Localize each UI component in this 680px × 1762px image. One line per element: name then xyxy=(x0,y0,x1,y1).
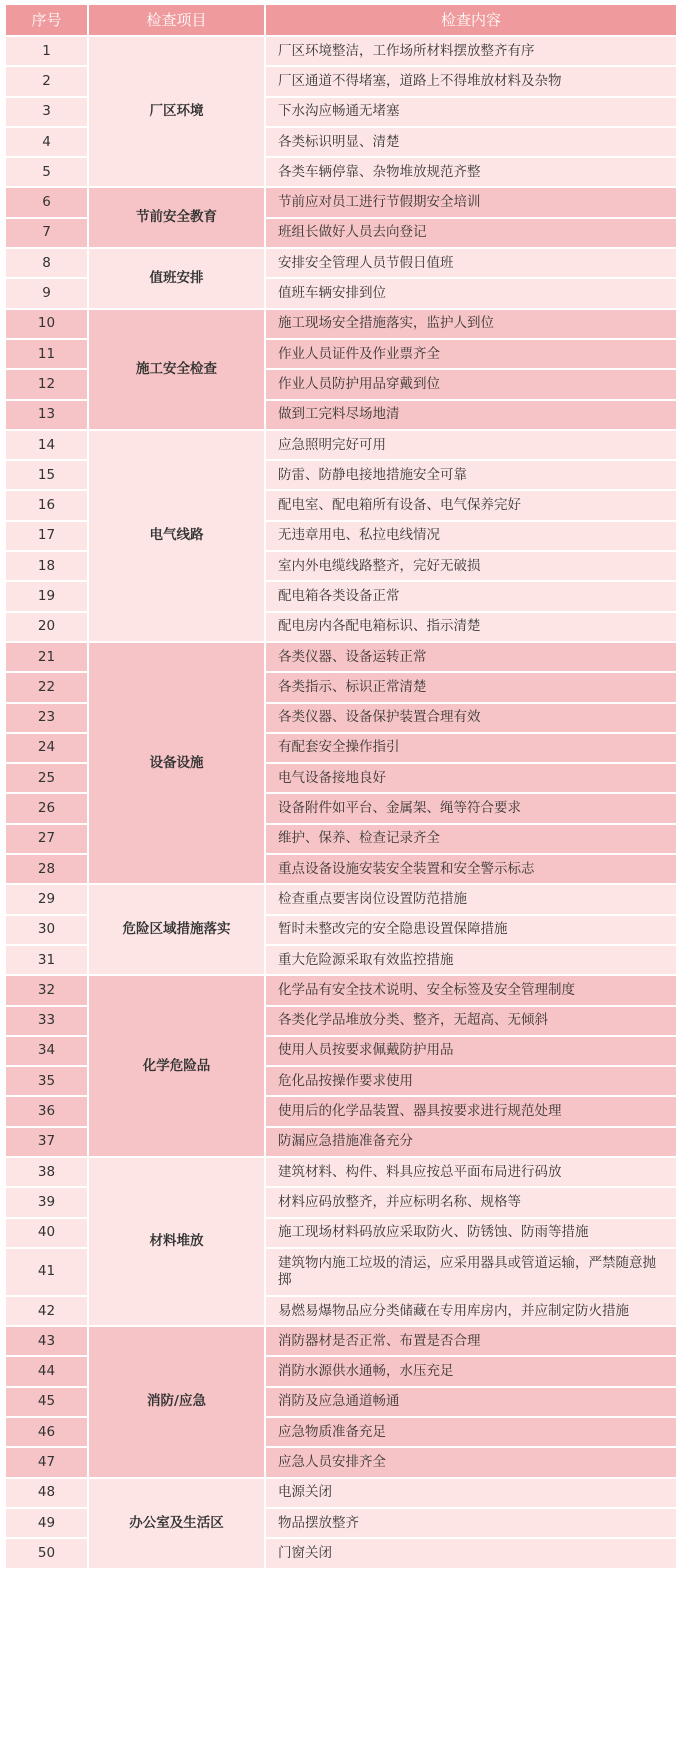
row-number: 43 xyxy=(5,1326,88,1356)
row-number: 21 xyxy=(5,642,88,672)
check-content: 施工现场材料码放应采取防火、防锈蚀、防雨等措施 xyxy=(265,1218,677,1248)
category-cell: 材料堆放 xyxy=(88,1157,265,1326)
header-content: 检查内容 xyxy=(265,4,677,36)
check-content: 各类指示、标识正常清楚 xyxy=(265,672,677,702)
check-content: 配电室、配电箱所有设备、电气保养完好 xyxy=(265,490,677,520)
check-content: 无违章用电、私拉电线情况 xyxy=(265,521,677,551)
check-content: 施工现场安全措施落实，监护人到位 xyxy=(265,309,677,339)
row-number: 3 xyxy=(5,97,88,127)
row-number: 12 xyxy=(5,369,88,399)
check-content: 下水沟应畅通无堵塞 xyxy=(265,97,677,127)
check-content: 应急物质准备充足 xyxy=(265,1417,677,1447)
row-number: 26 xyxy=(5,793,88,823)
check-content: 各类车辆停靠、杂物堆放规范齐整 xyxy=(265,157,677,187)
check-content: 防雷、防静电接地措施安全可靠 xyxy=(265,460,677,490)
table-row xyxy=(5,36,677,66)
check-content: 易燃易爆物品应分类储藏在专用库房内，并应制定防火措施 xyxy=(265,1296,677,1326)
check-content: 室内外电缆线路整齐，完好无破损 xyxy=(265,551,677,581)
row-number: 18 xyxy=(5,551,88,581)
check-content: 厂区通道不得堵塞，道路上不得堆放材料及杂物 xyxy=(265,66,677,96)
row-number: 15 xyxy=(5,460,88,490)
check-content: 作业人员证件及作业票齐全 xyxy=(265,339,677,369)
check-content: 消防器材是否正常、布置是否合理 xyxy=(265,1326,677,1356)
check-content: 重点设备设施安装安全装置和安全警示标志 xyxy=(265,854,677,884)
category-cell: 电气线路 xyxy=(88,430,265,642)
row-number: 20 xyxy=(5,612,88,642)
category-cell: 施工安全检查 xyxy=(88,309,265,430)
row-number: 42 xyxy=(5,1296,88,1326)
check-content: 检查重点要害岗位设置防范措施 xyxy=(265,884,677,914)
check-content: 有配套安全操作指引 xyxy=(265,733,677,763)
row-number: 29 xyxy=(5,884,88,914)
row-number: 32 xyxy=(5,975,88,1005)
table-row xyxy=(5,642,677,672)
row-number: 24 xyxy=(5,733,88,763)
row-number: 17 xyxy=(5,521,88,551)
category-cell: 厂区环境 xyxy=(88,36,265,187)
row-number: 36 xyxy=(5,1096,88,1126)
check-content: 安排安全管理人员节假日值班 xyxy=(265,248,677,278)
check-content: 应急照明完好可用 xyxy=(265,430,677,460)
check-content: 建筑物内施工垃圾的清运，应采用器具或管道运输，严禁随意抛掷 xyxy=(265,1248,677,1296)
category-cell: 化学危险品 xyxy=(88,975,265,1157)
table-row xyxy=(5,1478,677,1508)
check-content: 电源关闭 xyxy=(265,1478,677,1508)
table-header-row xyxy=(5,4,677,36)
check-content: 应急人员安排齐全 xyxy=(265,1447,677,1477)
row-number: 7 xyxy=(5,218,88,248)
header-category: 检查项目 xyxy=(88,4,265,36)
table-row xyxy=(5,884,677,914)
row-number: 45 xyxy=(5,1387,88,1417)
table-row xyxy=(5,1157,677,1187)
check-content: 配电箱各类设备正常 xyxy=(265,581,677,611)
row-number: 48 xyxy=(5,1478,88,1508)
row-number: 47 xyxy=(5,1447,88,1477)
check-content: 使用后的化学品装置、器具按要求进行规范处理 xyxy=(265,1096,677,1126)
check-content: 建筑材料、构件、料具应按总平面布局进行码放 xyxy=(265,1157,677,1187)
row-number: 8 xyxy=(5,248,88,278)
check-content: 消防水源供水通畅，水压充足 xyxy=(265,1356,677,1386)
check-content: 电气设备接地良好 xyxy=(265,763,677,793)
row-number: 6 xyxy=(5,187,88,217)
check-content: 节前应对员工进行节假期安全培训 xyxy=(265,187,677,217)
check-content: 厂区环境整洁，工作场所材料摆放整齐有序 xyxy=(265,36,677,66)
row-number: 28 xyxy=(5,854,88,884)
row-number: 39 xyxy=(5,1187,88,1217)
check-content: 暂时未整改完的安全隐患设置保障措施 xyxy=(265,915,677,945)
table-body xyxy=(5,36,677,1569)
row-number: 38 xyxy=(5,1157,88,1187)
table-row xyxy=(5,975,677,1005)
row-number: 27 xyxy=(5,824,88,854)
table-row xyxy=(5,309,677,339)
check-content: 各类化学品堆放分类、整齐，无超高、无倾斜 xyxy=(265,1006,677,1036)
category-cell: 办公室及生活区 xyxy=(88,1478,265,1569)
check-content: 值班车辆安排到位 xyxy=(265,278,677,308)
row-number: 19 xyxy=(5,581,88,611)
table-row xyxy=(5,1326,677,1356)
row-number: 46 xyxy=(5,1417,88,1447)
row-number: 33 xyxy=(5,1006,88,1036)
check-content: 消防及应急通道畅通 xyxy=(265,1387,677,1417)
category-cell: 值班安排 xyxy=(88,248,265,309)
table-row xyxy=(5,430,677,460)
safety-checklist-table xyxy=(4,3,678,1570)
row-number: 41 xyxy=(5,1248,88,1296)
check-content: 危化品按操作要求使用 xyxy=(265,1066,677,1096)
check-content: 物品摆放整齐 xyxy=(265,1508,677,1538)
check-content: 重大危险源采取有效监控措施 xyxy=(265,945,677,975)
row-number: 34 xyxy=(5,1036,88,1066)
check-content: 使用人员按要求佩戴防护用品 xyxy=(265,1036,677,1066)
category-cell: 消防/应急 xyxy=(88,1326,265,1477)
category-cell: 设备设施 xyxy=(88,642,265,884)
category-cell: 节前安全教育 xyxy=(88,187,265,248)
row-number: 5 xyxy=(5,157,88,187)
check-content: 做到工完料尽场地清 xyxy=(265,400,677,430)
row-number: 44 xyxy=(5,1356,88,1386)
row-number: 11 xyxy=(5,339,88,369)
row-number: 4 xyxy=(5,127,88,157)
table-row xyxy=(5,187,677,217)
row-number: 25 xyxy=(5,763,88,793)
row-number: 22 xyxy=(5,672,88,702)
check-content: 防漏应急措施准备充分 xyxy=(265,1127,677,1157)
row-number: 13 xyxy=(5,400,88,430)
row-number: 31 xyxy=(5,945,88,975)
check-content: 材料应码放整齐，并应标明名称、规格等 xyxy=(265,1187,677,1217)
row-number: 30 xyxy=(5,915,88,945)
check-content: 维护、保养、检查记录齐全 xyxy=(265,824,677,854)
check-content: 门窗关闭 xyxy=(265,1538,677,1568)
category-cell: 危险区域措施落实 xyxy=(88,884,265,975)
row-number: 14 xyxy=(5,430,88,460)
check-content: 作业人员防护用品穿戴到位 xyxy=(265,369,677,399)
row-number: 35 xyxy=(5,1066,88,1096)
row-number: 37 xyxy=(5,1127,88,1157)
row-number: 9 xyxy=(5,278,88,308)
row-number: 40 xyxy=(5,1218,88,1248)
header-num: 序号 xyxy=(5,4,88,36)
row-number: 1 xyxy=(5,36,88,66)
check-content: 设备附件如平台、金属架、绳等符合要求 xyxy=(265,793,677,823)
row-number: 16 xyxy=(5,490,88,520)
check-content: 化学品有安全技术说明、安全标签及安全管理制度 xyxy=(265,975,677,1005)
table-row xyxy=(5,248,677,278)
row-number: 49 xyxy=(5,1508,88,1538)
row-number: 10 xyxy=(5,309,88,339)
check-content: 各类仪器、设备保护装置合理有效 xyxy=(265,703,677,733)
check-content: 各类仪器、设备运转正常 xyxy=(265,642,677,672)
row-number: 23 xyxy=(5,703,88,733)
check-content: 各类标识明显、清楚 xyxy=(265,127,677,157)
check-content: 配电房内各配电箱标识、指示清楚 xyxy=(265,612,677,642)
row-number: 2 xyxy=(5,66,88,96)
row-number: 50 xyxy=(5,1538,88,1568)
check-content: 班组长做好人员去向登记 xyxy=(265,218,677,248)
